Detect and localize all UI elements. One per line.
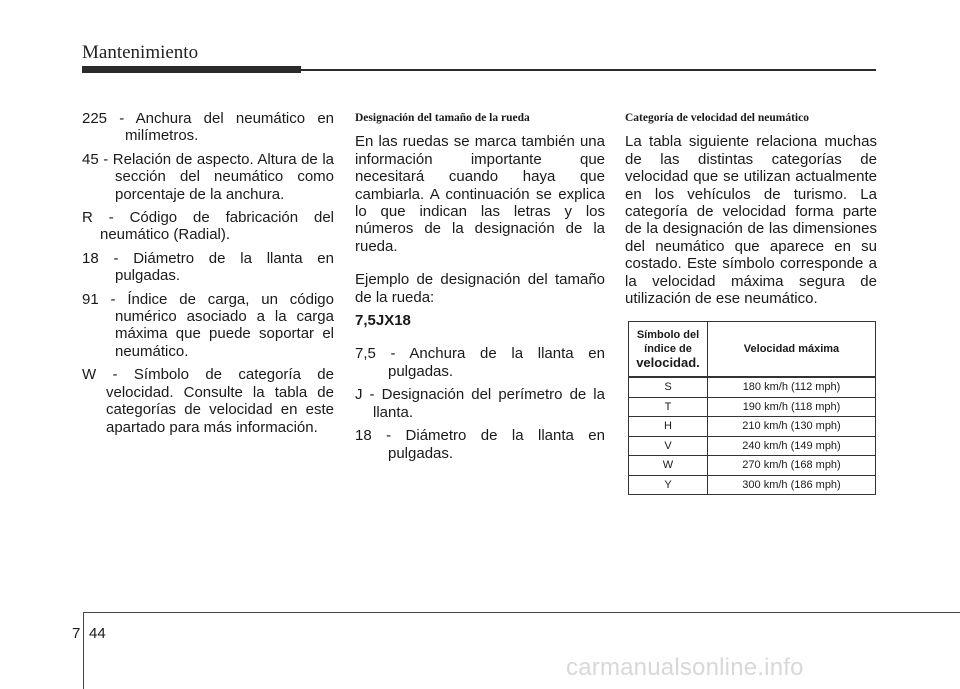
list-item: 18 - Diámetro de la llanta en pulgadas. — [355, 427, 605, 462]
column-speed-category — [625, 110, 877, 323]
table-row: S 180 km/h (112 mph) — [629, 377, 876, 397]
paragraph: Ejemplo de designación del tamaño de la rueda: — [355, 271, 605, 306]
list-item: 7,5 - Anchura de la llanta en pulgadas. — [355, 345, 605, 380]
paragraph: La tabla siguiente relaciona muchas de las distintas categorías de velocidad que se utilizan actualmente en los vehículos de turismo. La categoría de velocidad forma parte de la designación de las dimensiones del neumático que aparece en su costado. Este símbolo corresponde a la velocidad máxima segura de utilización de ese neumático. — [625, 133, 877, 308]
list-item: 18 - Diámetro de la llanta en pulgadas. — [82, 249, 334, 285]
watermark: carmanualsonline.info — [566, 654, 804, 681]
paragraph: En las ruedas se marca también una información importante que necesitará cuando haya que cambiarla. A continuación se explica lo que indican las letras y los números de la designación de la rueda. — [355, 133, 605, 255]
list-item: 225 - Anchura del neumático en milímetros. — [82, 110, 335, 145]
table-row: Y 300 km/h (186 mph) — [629, 475, 876, 495]
list-item: J - Designación del perímetro de la llanta. — [355, 386, 605, 421]
section-title: Categoría de velocidad del neumático — [625, 112, 809, 124]
column-wheel-designation — [355, 110, 605, 468]
footer-rule — [83, 612, 960, 613]
header-accent-bar — [82, 66, 301, 73]
page-header-title: Mantenimiento — [82, 42, 199, 63]
header-rule — [301, 69, 876, 71]
page-number: 44 — [89, 625, 106, 642]
column-tire-designation — [82, 110, 334, 442]
list-item: 45 - Relación de aspecto. Altura de la sección del neumático como porcentaje de la anchura. — [82, 150, 334, 203]
list-item: R - Código de fabricación del neumático (Radial). — [82, 209, 334, 244]
section-title: Designación del tamaño de la rueda — [355, 112, 530, 124]
chapter-number: 7 — [72, 625, 81, 642]
table-header-symbol: Símbolo del índice de velocidad. — [629, 322, 708, 378]
table-row: V 240 km/h (149 mph) — [629, 436, 876, 456]
table-row: W 270 km/h (168 mph) — [629, 456, 876, 476]
table-header-speed: Velocidad máxima — [708, 322, 876, 378]
wheel-example: 7,5JX18 — [355, 312, 411, 330]
list-item: 91 - Índice de carga, un código numérico asociado a la carga máxima que puede soportar el neumático. — [82, 290, 334, 360]
speed-rating-table — [628, 321, 876, 495]
footer-divider — [83, 612, 84, 689]
table-row: H 210 km/h (130 mph) — [629, 417, 876, 437]
table-row: T 190 km/h (118 mph) — [629, 397, 876, 417]
list-item: W - Símbolo de categoría de velocidad. Consulte la tabla de categorías de velocidad en este apartado para más información. — [82, 366, 334, 436]
